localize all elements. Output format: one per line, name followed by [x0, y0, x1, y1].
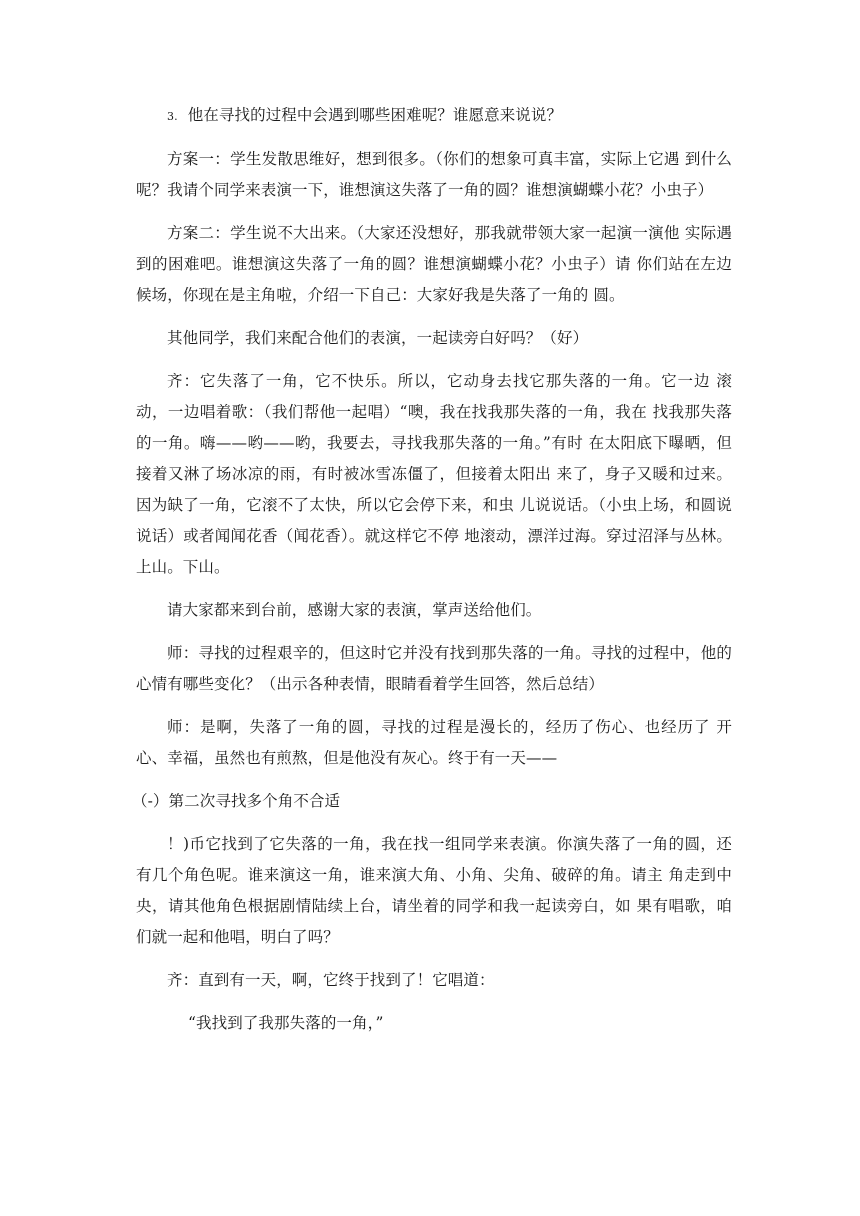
- question-3: [136, 100, 732, 132]
- paragraph-cooperate: 其他同学，我们来配合他们的表演，一起读旁白好吗？（好）: [167, 329, 589, 347]
- question-text: 他在寻找的过程中会遇到哪些困难呢？谁愿意来说说？: [187, 106, 563, 124]
- paragraph-plan-one: 方案一：学生发散思维好，想到很多。（你们的想象可真丰富，实际上它遇 到什么呢？我请个同学来表演一下，谁想演这失落了一角的圆？谁想演蝴蝶小花？小虫子）: [136, 150, 732, 199]
- song-quote: “我找到了我那失落的一角，”: [188, 1014, 384, 1032]
- paragraph-plan-two: 方案二：学生说不大出来。（大家还没想好，那我就带领大家一起演一演他 实际遇到的困难吧。谁想演这失落了一角的圆？谁想演蝴蝶小花？小虫子）请 你们站在左边候场，你现在是主角啦，介绍一下自己：大家好我是失落了一角的 圆。: [136, 224, 732, 304]
- paragraph-teacher-summary: 师：是啊，失落了一角的圆，寻找的过程是漫长的，经历了伤心、也经历了 开心、幸福，虽然也有煎熬，但是他没有灰心。终于有一天——: [136, 718, 732, 767]
- section-heading: （-）第二次寻找多个角不合适: [132, 792, 341, 810]
- paragraph-thanks: 请大家都来到台前，感谢大家的表演，掌声送给他们。: [167, 601, 542, 619]
- paragraph-narration: 齐：它失落了一角，它不快乐。所以，它动身去找它那失落的一角。它一边 滚动，一边唱着歌：（我们帮他一起唱）“噢，我在找我那失落的一角，我在 找我那失落的一角。嗨——哟——哟，我要去，寻找我那失落的一角。”有时 在太阳底下曝晒，但接着又淋了场冰凉的雨，有时被冰雪冻僵了，但接着太阳出 来了，身子又暖和过来。因为缺了一角，它滚不了太快，所以它会停下来，和虫 儿说说话。（小虫上场，和圆说说话）或者闻闻花香（闻花香）。就这样它不停 地滚动，漂洋过海。穿过沼泽与丛林。上山。下山。: [136, 372, 732, 576]
- paragraph-chorus: 齐：直到有一天，啊，它终于找到了！它唱道：: [167, 971, 495, 989]
- question-number: 3.: [167, 110, 178, 123]
- paragraph-teacher-question: 师：寻找的过程艰辛的，但这时它并没有找到那失落的一角。寻找的过程中，他的心情有哪些变化？（出示各种表情，眼睛看着学生回答，然后总结）: [136, 644, 732, 693]
- paragraph-second-search: ！)币它找到了它失落的一角，我在找一组同学来表演。你演失落了一角的圆，还有几个角色呢。谁来演这一角，谁来演大角、小角、尖角、破碎的角。请主 角走到中央，请其他角色根据剧情陆续上台，请坐着的同学和我一起读旁白，如 果有唱歌，咱们就一起和他唱，明白了吗？: [136, 835, 732, 946]
- document-body: [132, 100, 732, 1039]
